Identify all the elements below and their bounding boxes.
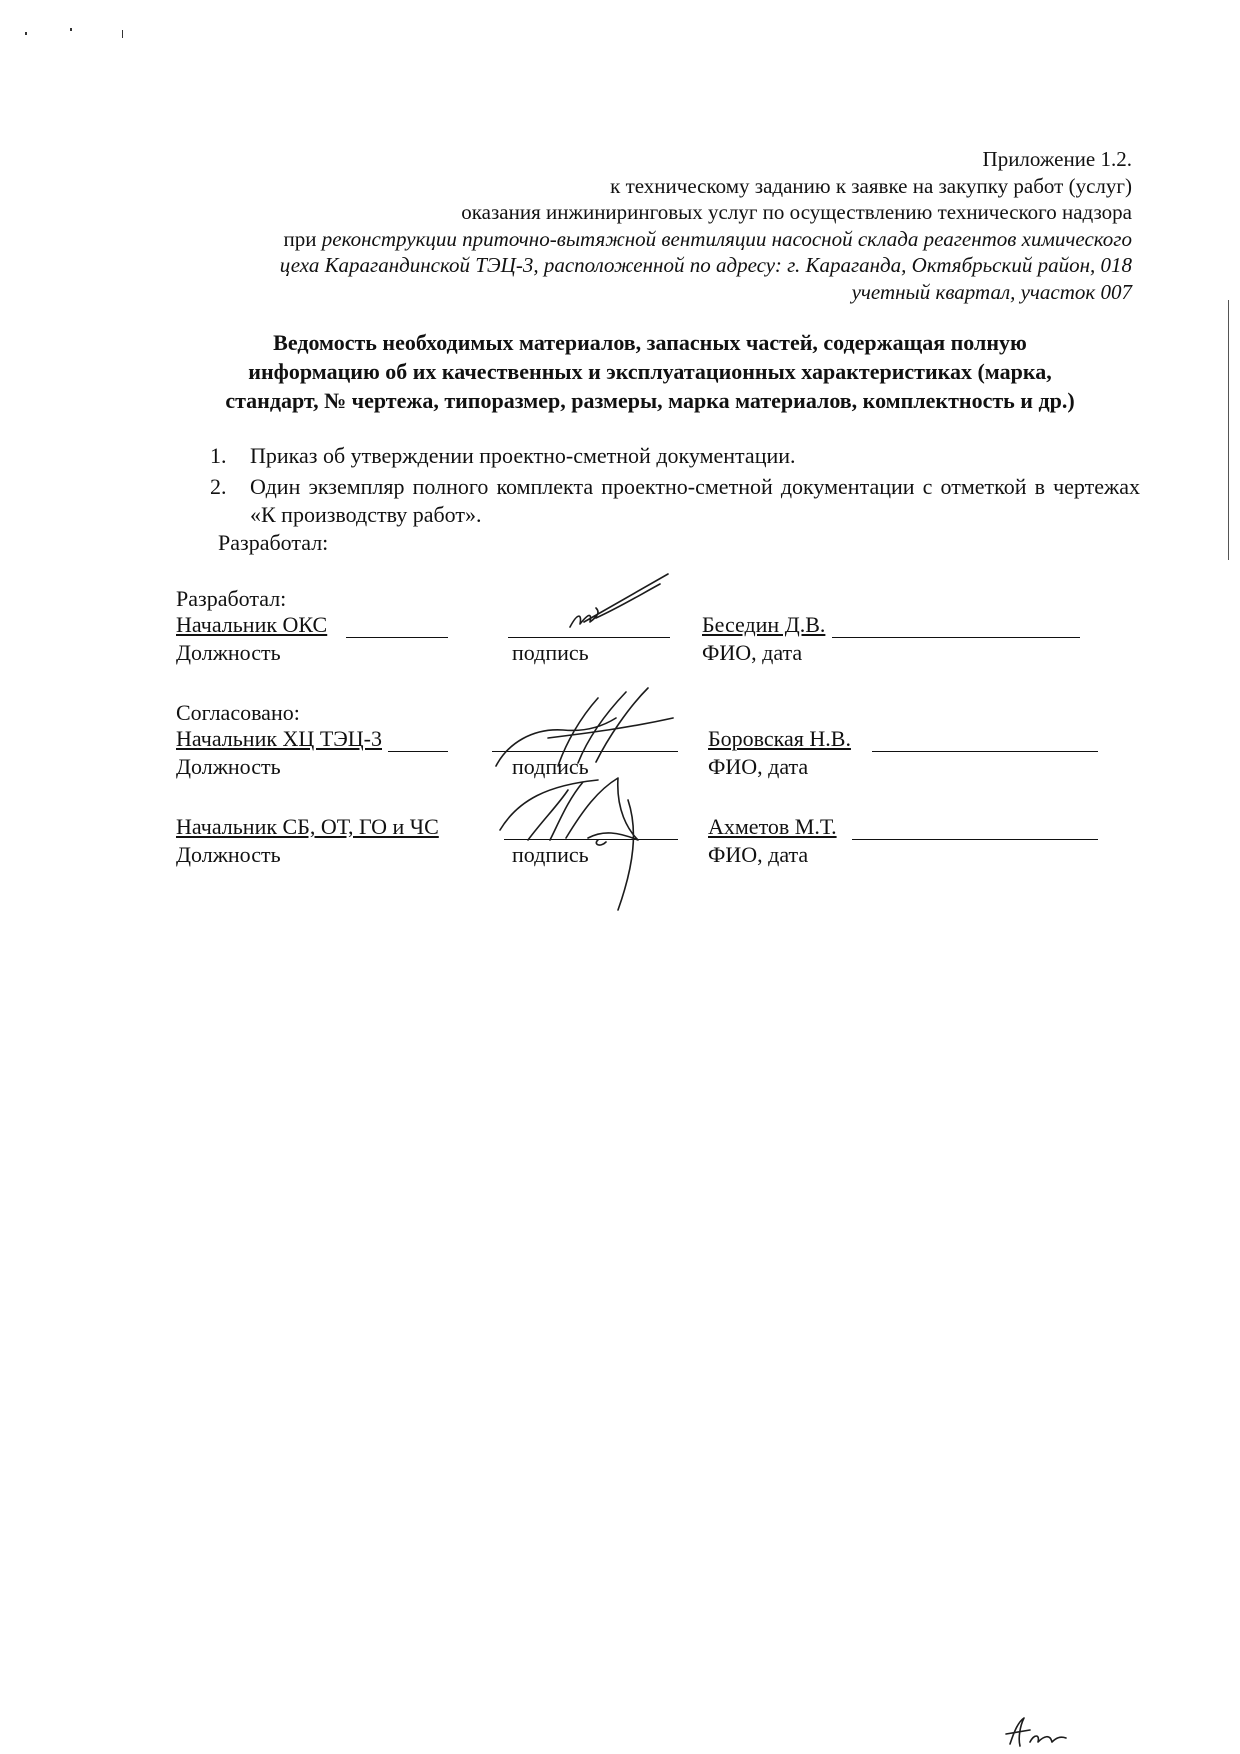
block2-position-label: Должность <box>176 754 281 779</box>
block2-name-line <box>872 751 1098 752</box>
document-title: Ведомость необходимых материалов, запасных частей, содержащая полную информацию об их качественных и эксплуатационных характеристиках (марка, стандарт, № чертежа, типоразмер, размеры, марка материалов, комплектность и др.) <box>225 330 1075 413</box>
developed-label: Разработал: <box>218 530 329 555</box>
list-item: 1. Приказ об утверждении проектно-сметной документации. <box>210 443 796 468</box>
signature-1 <box>560 572 670 642</box>
block1-sign-label: подпись <box>512 640 589 665</box>
block2-heading: Согласовано: <box>176 700 300 725</box>
block1-name: Беседин Д.В. <box>702 612 826 637</box>
list-item: 2. Один экземпляр полного комплекта проектно-сметной документации с отметкой в чертежах «К производству работ». <box>210 474 1140 527</box>
block3-name: Ахметов М.Т. <box>708 814 837 839</box>
block3-name-line <box>852 839 1098 840</box>
block1-position: Начальник ОКС <box>176 612 328 637</box>
block1-name-line <box>832 637 1080 638</box>
appendix-project <box>232 226 1132 253</box>
block1-name-label: ФИО, дата <box>702 640 803 665</box>
block2-position-line <box>388 751 448 752</box>
block3-position: Начальник СБ, ОТ, ГО и ЧС <box>176 814 439 839</box>
block2-name: Боровская Н.В. <box>708 726 851 751</box>
scan-speck <box>70 28 72 31</box>
block1-heading: Разработал: <box>176 586 287 611</box>
appendix-project-end: учетный квартал, участок 007 <box>851 279 1132 304</box>
appendix-service: оказания инжиниринговых услуг по осуществлению технического надзора <box>461 200 1132 224</box>
block3-name-label: ФИО, дата <box>708 842 809 867</box>
appendix-project-prefix: при <box>283 226 322 251</box>
appendix-project-cont: цеха Карагандинской ТЭЦ-3, расположенной по адресу: г. Караганда, Октябрьский район, 018 <box>279 253 1132 277</box>
block2-name-label: ФИО, дата <box>708 754 809 779</box>
appendix-number: Приложение 1.2. <box>982 147 1132 171</box>
signature-3 <box>488 770 668 920</box>
appendix-reference: к техническому заданию к заявке на закупку работ (услуг) <box>610 173 1132 198</box>
page-initials <box>1000 1712 1070 1752</box>
scan-speck <box>25 32 27 35</box>
block2-sign-label: подпись <box>512 754 589 779</box>
scan-speck <box>122 30 123 38</box>
attachment-list <box>210 442 1140 529</box>
appendix-header <box>232 146 1132 305</box>
appendix-project-name: реконструкции приточно-вытяжной вентиляции насосной склада реагентов химического <box>321 226 1132 251</box>
signature-2 <box>488 688 678 778</box>
block1-position-label: Должность <box>176 640 281 665</box>
block3-sign-label: подпись <box>512 842 589 867</box>
block1-position-line <box>346 637 448 638</box>
block2-position: Начальник ХЦ ТЭЦ-3 <box>176 726 382 751</box>
block3-position-label: Должность <box>176 842 281 867</box>
scan-edge-line <box>1228 300 1229 560</box>
